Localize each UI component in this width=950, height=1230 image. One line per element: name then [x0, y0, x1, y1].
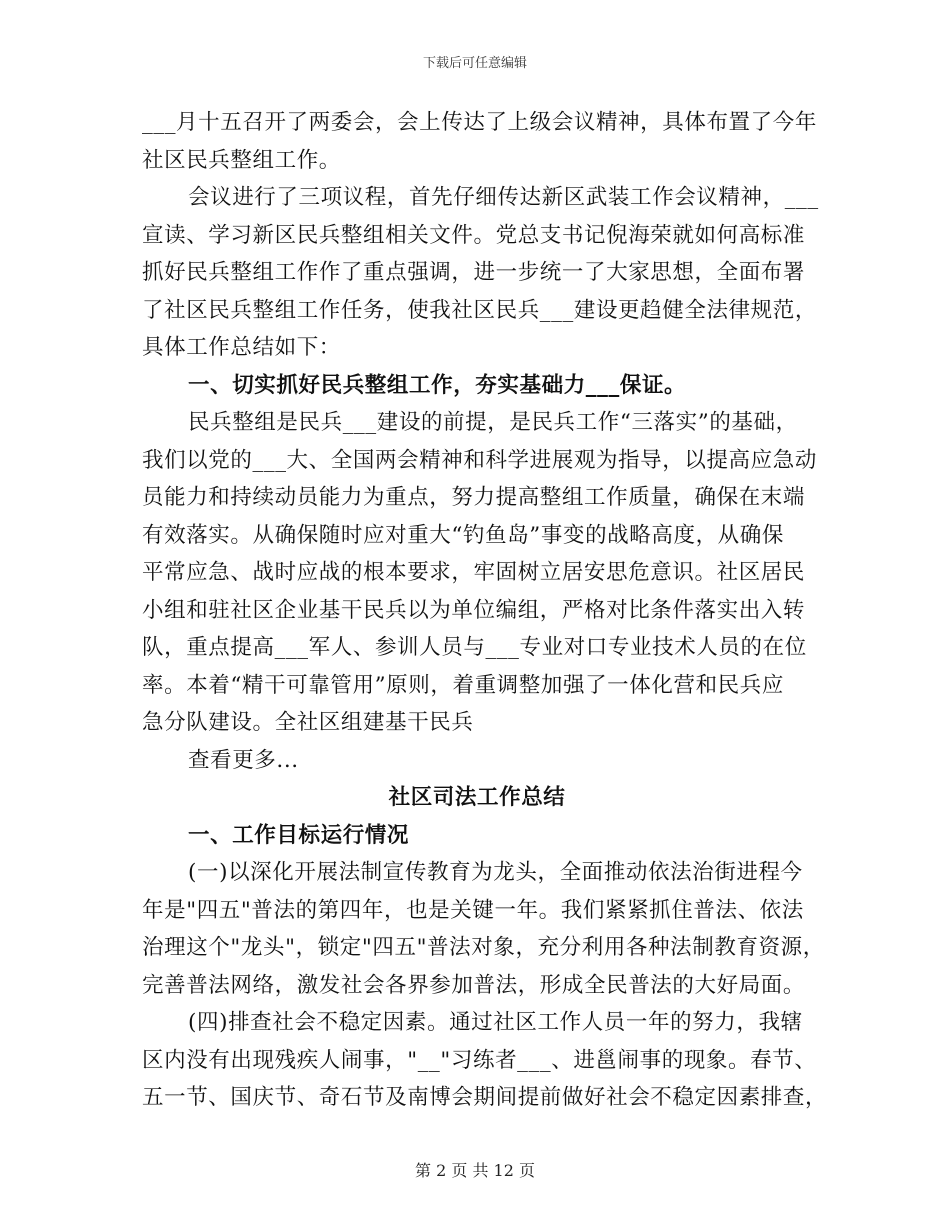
paragraph-4-line: 完善普法网络，激发社会各界参加普法，形成全民普法的大好局面。: [142, 972, 806, 998]
paragraph-3-line: 有效落实。从确保随时应对重大“钓鱼岛”事变的战略高度，从确保: [142, 522, 784, 548]
paragraph-3-line: 平常应急、战时应战的根本要求，牢固树立居安思危意识。社区居民: [142, 560, 806, 585]
paragraph-3-line: 民兵整组是民兵___建设的前提，是民兵工作“三落实”的基础，: [188, 410, 798, 435]
paragraph-3-line: 员能力和持续动员能力为重点，努力提高整组工作质量，确保在末端: [142, 485, 806, 510]
paragraph-2-line: 具体工作总结如下：: [142, 335, 341, 360]
page-header: 下载后可任意编辑: [422, 56, 527, 71]
paragraph-4-line: 年是"四五"普法的第四年，也是关键一年。我们紧紧抓住普法、依法: [142, 897, 804, 923]
paragraph-3-line: 小组和驻社区企业基干民兵以为单位编组，严格对比条件落实出入转: [142, 597, 806, 623]
paragraph-3-line: 急分队建设。全社区组建基干民兵: [142, 710, 474, 735]
paragraph-5-line: 五一节、国庆节、奇石节及南博会期间提前做好社会不稳定因素排查，: [142, 1085, 828, 1110]
document-body: [142, 104, 828, 1117]
view-more-link[interactable]: 查看更多...: [188, 747, 299, 773]
section-heading-2: 一、工作目标运行情况: [188, 822, 410, 848]
paragraph-4-line: 治理这个"龙头"，锁定"四五"普法对象，充分利用各种法制教育资源，: [142, 935, 825, 960]
paragraph-3-line: 队，重点提高___军人、参训人员与___专业对口专业技术人员的在位: [142, 635, 807, 660]
paragraph-2-line: 宣读、学习新区民兵整组相关文件。党总支书记倪海荣就如何高标准: [142, 222, 806, 248]
paragraph-2-line: 会议进行了三项议程，首先仔细传达新区武装工作会议精神，___: [188, 185, 819, 210]
paragraph-5-line: (四)排查社会不稳定因素。通过社区工作人员一年的努力，我辖: [188, 1010, 803, 1035]
paragraph-5-line: 区内没有出现残疾人闹事，"__"习练者___、进邕闹事的现象。春节、: [142, 1047, 817, 1073]
paragraph-3-line: 率。本着“精干可靠管用”原则，着重调整加强了一体化营和民兵应: [142, 672, 784, 698]
paragraph-2-line: 了社区民兵整组工作任务，使我社区民兵___建设更趋健全法律规范，: [142, 297, 817, 323]
paragraph-3-line: 我们以党的___大、全国两会精神和科学进展观为指导，以提高应急动: [142, 447, 817, 473]
paragraph-4-line: (一)以深化开展法制宣传教育为龙头，全面推动依法治街进程今: [188, 860, 803, 885]
section-title-2: 社区司法工作总结: [388, 785, 566, 810]
paragraph-1-line: ___月十五召开了两委会，会上传达了上级会议精神，具体布置了今年: [142, 110, 817, 135]
section-heading-1: 一、切实抓好民兵整组工作，夯实基础力___保证。: [188, 372, 687, 398]
page-footer: 第 2 页 共 12 页: [415, 1161, 535, 1180]
paragraph-1-line: 社区民兵整组工作。: [142, 147, 341, 173]
paragraph-2-line: 抓好民兵整组工作作了重点强调，进一步统一了大家思想，全面布署: [142, 260, 806, 285]
